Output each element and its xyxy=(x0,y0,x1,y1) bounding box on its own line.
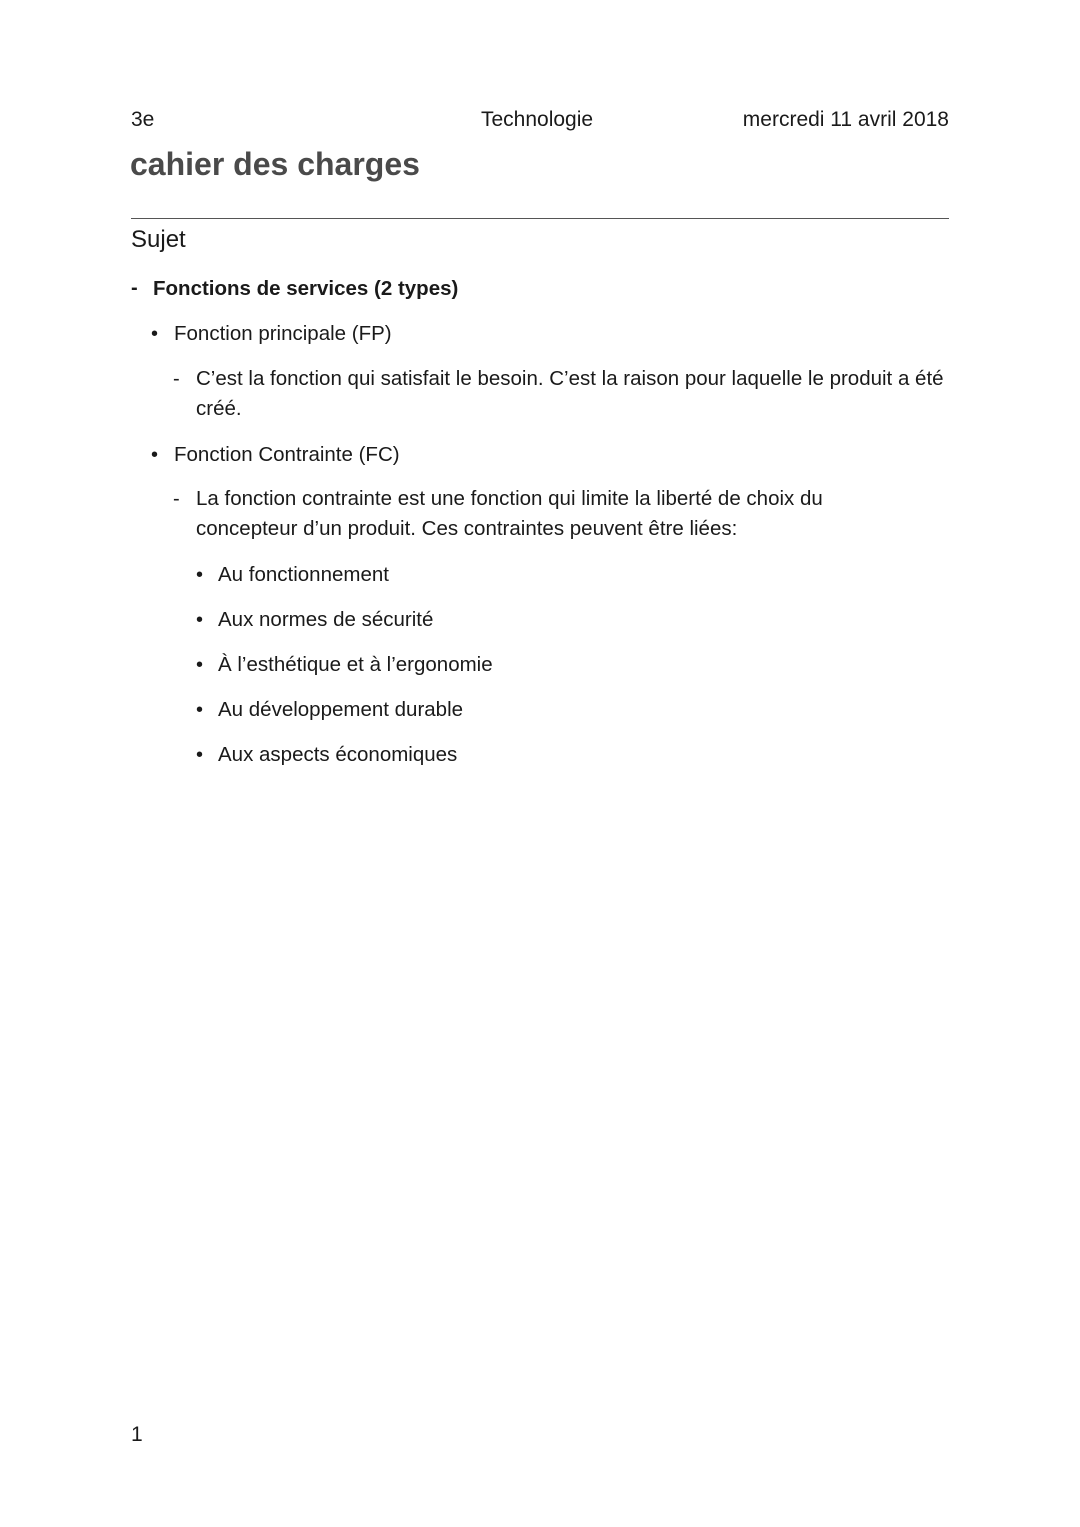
bullet-icon: • xyxy=(151,444,159,466)
fp-description: C’est la fonction qui satisfait le besoin. C’est la raison pour laquelle le produit a été créé. xyxy=(196,367,944,420)
bullet-icon: • xyxy=(196,609,204,631)
bullet-icon: • xyxy=(196,654,204,676)
header-subject: Technologie xyxy=(481,108,594,131)
services-heading: Fonctions de services (2 types) xyxy=(153,277,459,300)
list-item: À l’esthétique et à l’ergonomie xyxy=(218,653,493,676)
dash-bullet-icon: - xyxy=(131,277,138,299)
list-item: Aux aspects économiques xyxy=(218,743,458,766)
bullet-icon: • xyxy=(196,699,204,721)
page-header xyxy=(131,108,949,136)
list-item: Aux normes de sécurité xyxy=(218,608,434,631)
fc-label: Fonction Contrainte (FC) xyxy=(174,443,400,466)
list-item: Au fonctionnement xyxy=(218,563,389,586)
bullet-icon: • xyxy=(196,564,204,586)
header-date: mercredi 11 avril 2018 xyxy=(742,108,949,131)
dash-bullet-icon: - xyxy=(173,368,180,390)
page-title: cahier des charges xyxy=(130,146,420,182)
bullet-icon: • xyxy=(151,323,159,345)
header-level: 3e xyxy=(131,108,155,131)
page-number: 1 xyxy=(131,1423,143,1446)
list-item: Au développement durable xyxy=(218,698,464,721)
bullet-icon: • xyxy=(196,744,204,766)
dash-bullet-icon: - xyxy=(173,488,180,510)
title-divider xyxy=(131,218,949,219)
section-title: Sujet xyxy=(131,226,186,253)
fc-description: La fonction contrainte est une fonction qui limite la liberté de choix du concepteur d’un produit. Ces contraintes peuvent être liées: xyxy=(196,487,823,540)
fp-label: Fonction principale (FP) xyxy=(174,322,392,345)
